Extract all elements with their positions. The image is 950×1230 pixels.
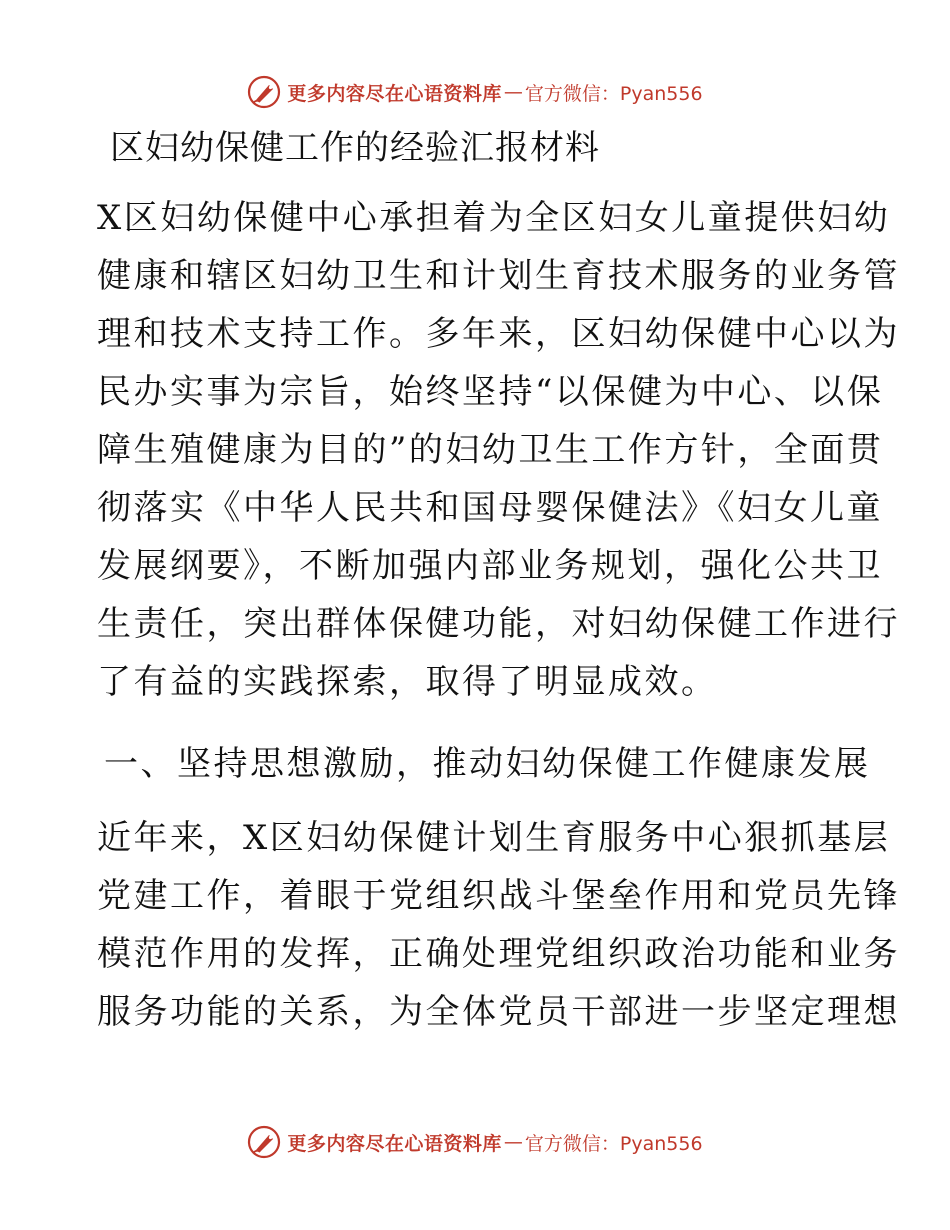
paragraph-line: 理和技术支持工作。多年来，区妇幼保健中心以为 [97,314,900,354]
paragraph-line: 服务功能的关系，为全体党员干部进一步坚定理想 [97,992,900,1032]
paragraph-line: 模范作用的发挥，正确处理党组织政治功能和业务 [97,934,900,974]
watermark-wechat: 官方微信：Pyan556 [524,82,703,105]
intro-paragraph [97,189,900,711]
watermark-text: 更多内容尽在心语资料库 [287,82,502,105]
section-paragraph [97,809,900,1041]
pen-nib-logo-icon [247,1125,281,1159]
watermark-text: 更多内容尽在心语资料库 [287,1132,502,1155]
paragraph-line: 生责任，突出群体保健功能，对妇幼保健工作进行 [97,604,900,644]
document-title: 区妇幼保健工作的经验汇报材料 [110,128,600,168]
watermark-separator: — [503,1131,523,1153]
paragraph-line: 发展纲要》，不断加强内部业务规划，强化公共卫 [97,546,883,586]
paragraph-line: 党建工作，着眼于党组织战斗堡垒作用和党员先锋 [97,876,900,916]
paragraph-line: 障生殖健康为目的”的妇幼卫生工作方针，全面贯 [97,430,884,470]
pen-nib-logo-icon [247,75,281,109]
paragraph-line: 彻落实《中华人民共和国母婴保健法》《妇女儿童 [97,488,883,528]
paragraph-line: 健康和辖区妇幼卫生和计划生育技术服务的业务管 [97,256,900,296]
watermark-wechat: 官方微信：Pyan556 [524,1132,703,1155]
paragraph-line: 民办实事为宗旨，始终坚持“以保健为中心、以保 [97,372,884,412]
paragraph-line: 了有益的实践探索，取得了明显成效。 [97,662,718,702]
watermark-banner-top [0,72,950,112]
section-heading: 一、坚持思想激励，推动妇幼保健工作健康发展 [104,744,871,784]
paragraph-line: 近年来，X区妇幼保健计划生育服务中心狠抓基层 [97,818,891,858]
watermark-separator: — [503,81,523,103]
watermark-banner-bottom [0,1122,950,1162]
paragraph-line: X区妇幼保健中心承担着为全区妇女儿童提供妇幼 [97,198,891,238]
